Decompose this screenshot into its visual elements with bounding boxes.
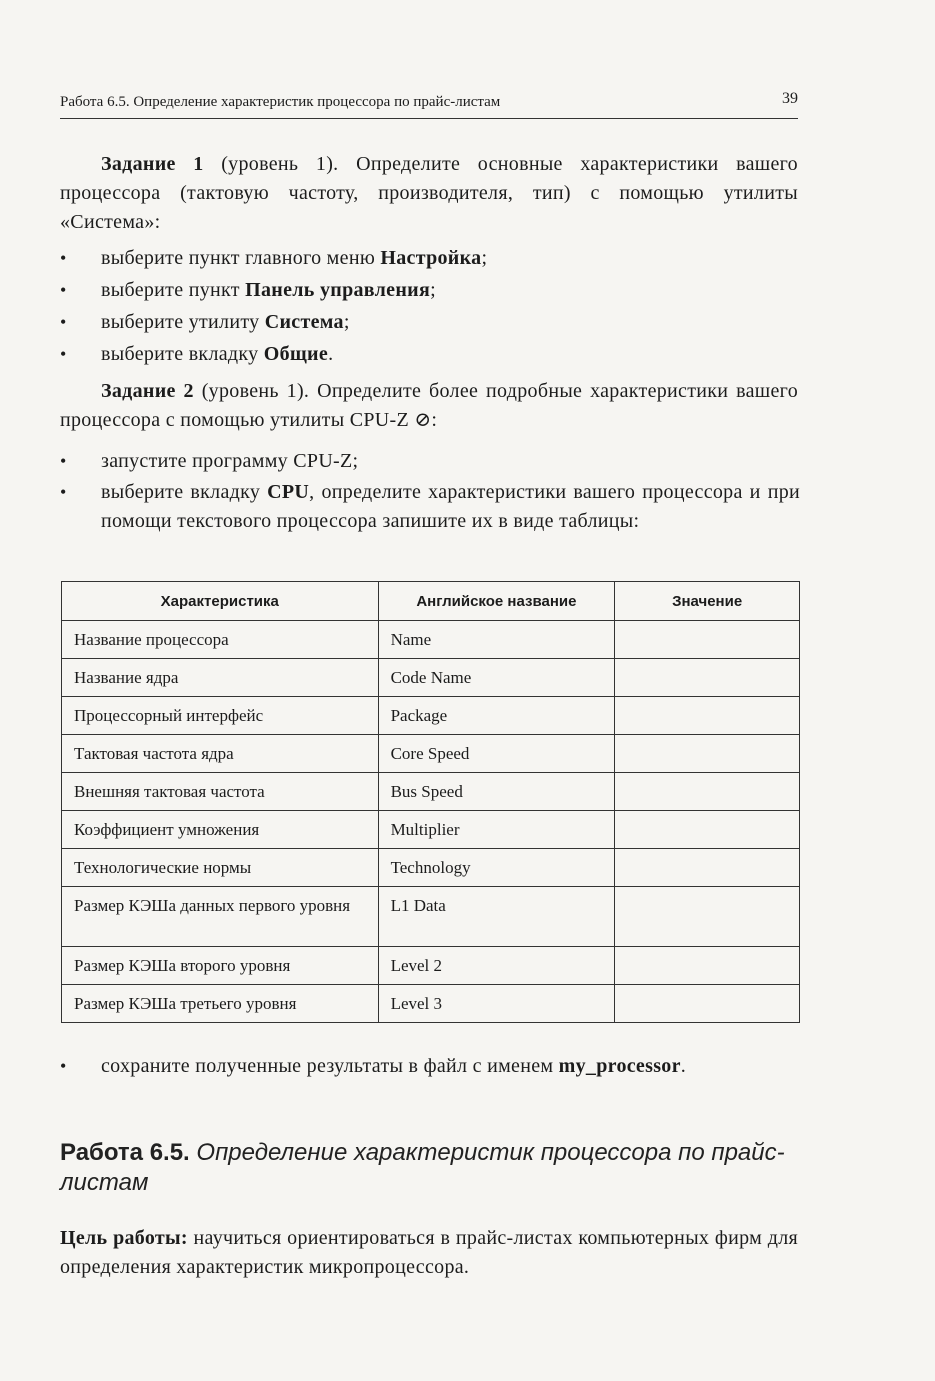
table-cell: Core Speed <box>378 735 615 773</box>
table-cell <box>615 887 800 947</box>
table-cell <box>615 659 800 697</box>
section-label: Работа 6.5. <box>60 1139 190 1166</box>
table-cell: Multiplier <box>378 811 615 849</box>
task1-paragraph <box>60 150 798 237</box>
table-cell: L1 Data <box>378 887 615 947</box>
file-name: my_processor <box>558 1055 681 1077</box>
table-cell <box>615 849 800 887</box>
table-header-row <box>62 582 800 621</box>
table-cell: Технологические нормы <box>62 849 379 887</box>
table-cell: Название ядра <box>62 659 379 697</box>
table-row <box>62 887 800 947</box>
table-cell: Коэффициент умножения <box>62 811 379 849</box>
table-cell <box>615 697 800 735</box>
table-cell <box>615 621 800 659</box>
section-title-text: Определение характеристик процессора по прайс-листам <box>60 1139 785 1196</box>
header-title: Работа 6.5. Определение характеристик процессора по прайс-листам <box>60 94 501 110</box>
table-row <box>62 849 800 887</box>
table-cell: Bus Speed <box>378 773 615 811</box>
table-row <box>62 985 800 1023</box>
column-header: Английское название <box>378 582 615 621</box>
table-cell: Package <box>378 697 615 735</box>
table-cell <box>615 947 800 985</box>
bullet-icon: • <box>60 312 67 332</box>
table-cell <box>615 811 800 849</box>
page-number: 39 <box>782 90 798 107</box>
table-cell <box>615 773 800 811</box>
table-cell: Name <box>378 621 615 659</box>
table-cell: Внешняя тактовая частота <box>62 773 379 811</box>
goal-text: научиться ориентироваться в прайс-листах компьютерных фирм для определения характеристик микропроцессора. <box>60 1227 798 1278</box>
table-cell: Technology <box>378 849 615 887</box>
table-cell <box>615 985 800 1023</box>
task2-text: (уровень 1). Определите более подробные характеристики вашего процессора с помощью утилиты CPU-Z ⊘: <box>60 380 798 431</box>
task1-text: (уровень 1). Определите основные характеристики вашего процессора (тактовую частоту, производителя, тип) с помощью утилиты «Система»: <box>60 153 798 233</box>
table-row <box>62 621 800 659</box>
table-cell: Размер КЭШа данных первого уровня <box>62 887 379 947</box>
bullet-icon: • <box>60 280 67 300</box>
table-row <box>62 697 800 735</box>
task2-label: Задание 2 <box>101 380 194 402</box>
table-cell: Code Name <box>378 659 615 697</box>
goal-paragraph <box>60 1224 798 1282</box>
bullet-icon: • <box>60 451 67 471</box>
table-row <box>62 773 800 811</box>
cpu-characteristics-table <box>61 581 800 1023</box>
table-cell: Процессорный интерфейс <box>62 697 379 735</box>
table-row <box>62 947 800 985</box>
task1-label: Задание 1 <box>101 153 204 175</box>
bullet-icon: • <box>60 1056 67 1076</box>
table-cell: Размер КЭШа второго уровня <box>62 947 379 985</box>
goal-label: Цель работы: <box>60 1227 188 1249</box>
running-header <box>60 90 798 119</box>
table-row <box>62 659 800 697</box>
table-row <box>62 735 800 773</box>
bullet-icon: • <box>60 482 67 502</box>
table-cell: Level 2 <box>378 947 615 985</box>
table-cell: Тактовая частота ядра <box>62 735 379 773</box>
bullet-icon: • <box>60 344 67 364</box>
bullet-icon: • <box>60 248 67 268</box>
column-header: Значение <box>615 582 800 621</box>
table-cell: Level 3 <box>378 985 615 1023</box>
table-cell <box>615 735 800 773</box>
section-heading <box>60 1138 800 1198</box>
table-cell: Размер КЭШа третьего уровня <box>62 985 379 1023</box>
table-row <box>62 811 800 849</box>
table-cell: Название процессора <box>62 621 379 659</box>
task2-paragraph <box>60 377 798 435</box>
column-header: Характеристика <box>62 582 379 621</box>
